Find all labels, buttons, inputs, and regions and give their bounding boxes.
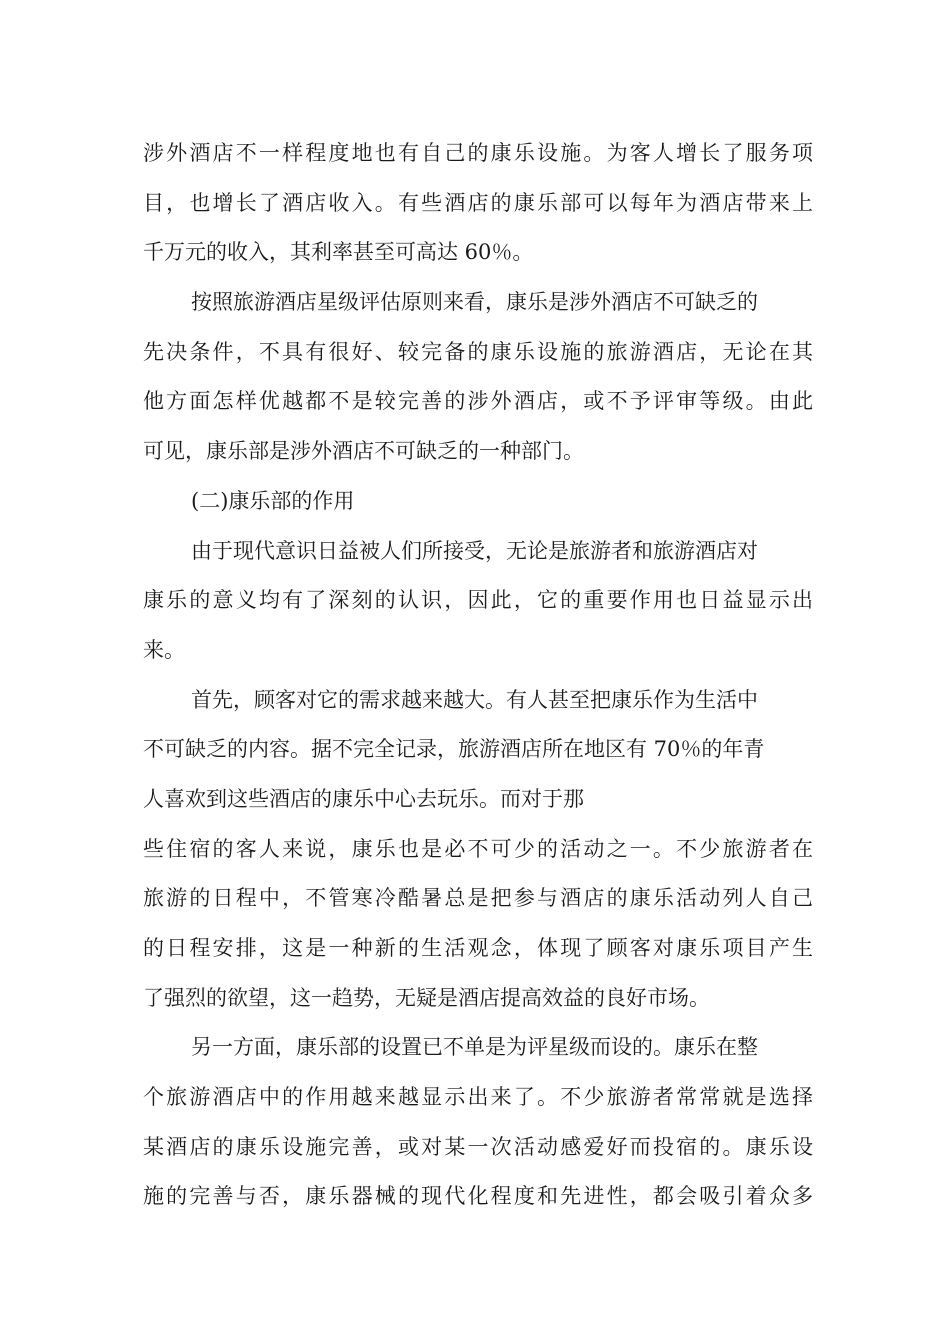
text-line: 旅游的日程中，不管寒冷酷暑总是把参与酒店的康乐活动列人自己 xyxy=(143,886,813,911)
section-heading: (二)康乐部的作用 xyxy=(191,488,355,513)
text-line: 按照旅游酒店星级评估原则来看，康乐是涉外酒店不可缺乏的 xyxy=(191,290,758,315)
text-line: 不可缺乏的内容。据不完全记录，旅游酒店所在地区有 70％的年青 xyxy=(143,737,765,762)
text-line: 首先，顾客对它的需求越来越大。有人甚至把康乐作为生活中 xyxy=(191,687,758,712)
text-line: 由于现代意识日益被人们所接受，无论是旅游者和旅游酒店对 xyxy=(191,538,758,563)
text-line: 些住宿的客人来说，康乐也是必不可少的活动之一。不少旅游者在 xyxy=(143,836,813,861)
text-line: 康乐的意义均有了深刻的认识，因此，它的重要作用也日益显示出 xyxy=(143,588,813,613)
text-line: 另一方面，康乐部的设置已不单是为评星级而设的。康乐在整 xyxy=(191,1035,758,1060)
text-line: 人喜欢到这些酒店的康乐中心去玩乐。而对于那 xyxy=(143,786,584,811)
text-line: 施的完善与否，康乐器械的现代化程度和先进性，都会吸引着众多 xyxy=(143,1184,813,1209)
text-line: 的日程安排，这是一种新的生活观念，体现了顾客对康乐项目产生 xyxy=(143,936,813,960)
text-line: 他方面怎样优越都不是较完善的涉外酒店，或不予评审等级。由此 xyxy=(143,389,813,414)
text-line: 可见，康乐部是涉外酒店不可缺乏的一种部门。 xyxy=(143,439,584,464)
text-line: 先决条件，不具有很好、较完备的康乐设施的旅游酒店，无论在其 xyxy=(143,339,813,364)
text-line: 千万元的收入，其利率甚至可高达 60％。 xyxy=(143,240,534,265)
text-line: 某酒店的康乐设施完善，或对某一次活动感爱好而投宿的。康乐设 xyxy=(143,1134,813,1159)
text-line: 来。 xyxy=(143,637,185,662)
text-line: 目，也增长了酒店收入。有些酒店的康乐部可以每年为酒店带来上 xyxy=(143,190,813,215)
body-text xyxy=(143,129,813,1222)
text-line: 涉外酒店不一样程度地也有自己的康乐设施。为客人增长了服务项 xyxy=(143,141,813,165)
text-line: 个旅游酒店中的作用越来越显示出来了。不少旅游者常常就是选择 xyxy=(143,1085,813,1110)
text-line: 了强烈的欲望，这一趋势，无疑是酒店提高效益的良好市场。 xyxy=(143,985,710,1010)
